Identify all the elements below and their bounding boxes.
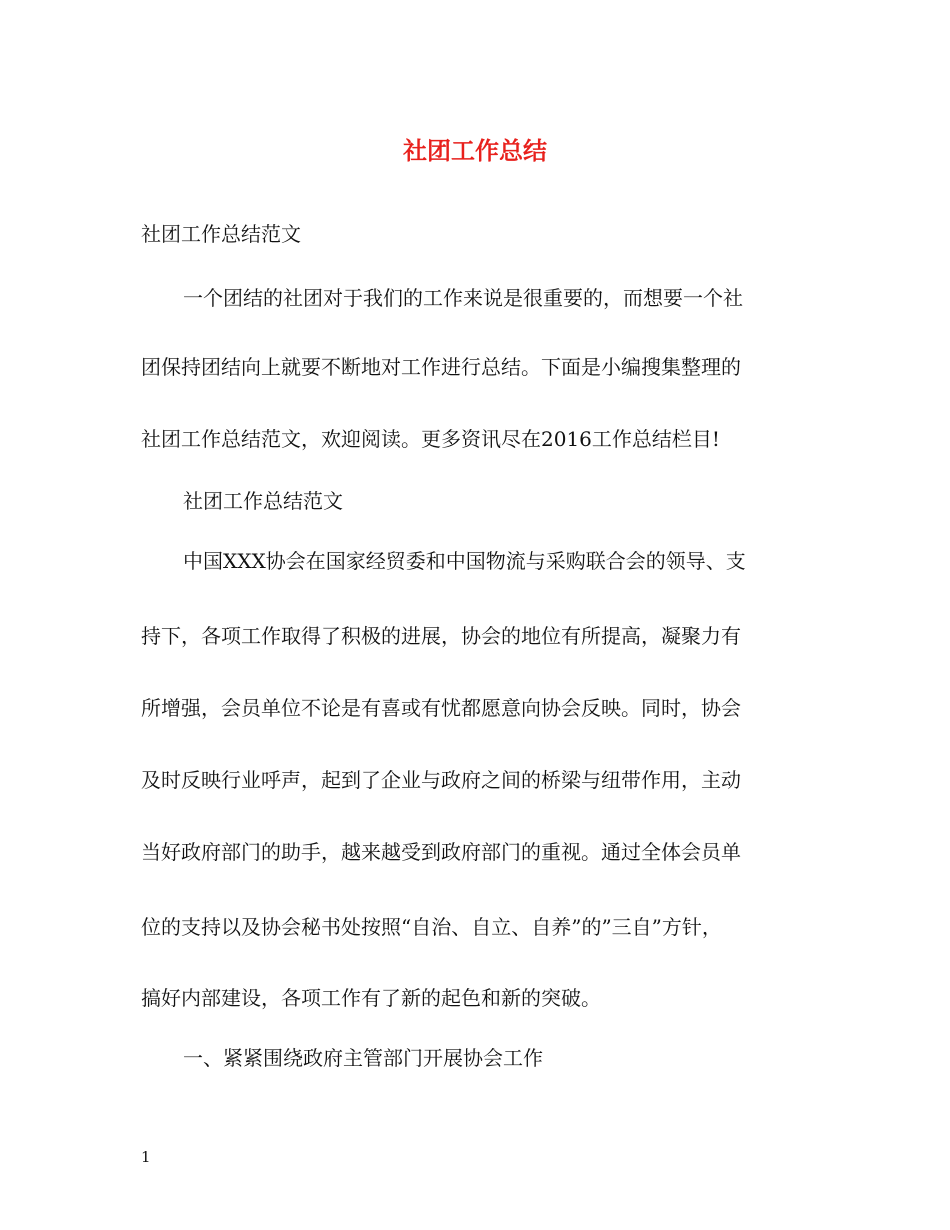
paragraph-line: 一个团结的社团对于我们的工作来说是很重要的，而想要一个社: [183, 286, 743, 310]
paragraph-line: 所增强，会员单位不论是有喜或有忧都愿意向协会反映。同时，协会: [141, 696, 741, 720]
page-number: 1: [141, 1148, 151, 1166]
paragraph-line: 及时反映行业呼声，起到了企业与政府之间的桥梁与纽带作用，主动: [141, 768, 741, 792]
section-heading: 社团工作总结范文: [183, 489, 343, 513]
paragraph-line: 搞好内部建设，各项工作有了新的起色和新的突破。: [141, 986, 601, 1010]
paragraph-line: 位的支持以及协会秘书处按照“自治、自立、自养”的”三自”方针，: [141, 915, 722, 939]
subtitle-line: 社团工作总结范文: [141, 222, 301, 246]
paragraph-line: 中国XXX协会在国家经贸委和中国物流与采购联合会的领导、支: [183, 549, 746, 573]
document-title: 社团工作总结: [403, 136, 547, 165]
paragraph-line: 持下，各项工作取得了积极的进展，协会的地位有所提高，凝聚力有: [141, 624, 741, 648]
section-heading: 一、紧紧围绕政府主管部门开展协会工作: [183, 1046, 543, 1070]
paragraph-line: 社团工作总结范文，欢迎阅读。更多资讯尽在2016工作总结栏目!: [141, 427, 720, 451]
paragraph-line: 团保持团结向上就要不断地对工作进行总结。下面是小编搜集整理的: [141, 355, 741, 379]
paragraph-line: 当好政府部门的助手，越来越受到政府部门的重视。通过全体会员单: [141, 840, 741, 864]
